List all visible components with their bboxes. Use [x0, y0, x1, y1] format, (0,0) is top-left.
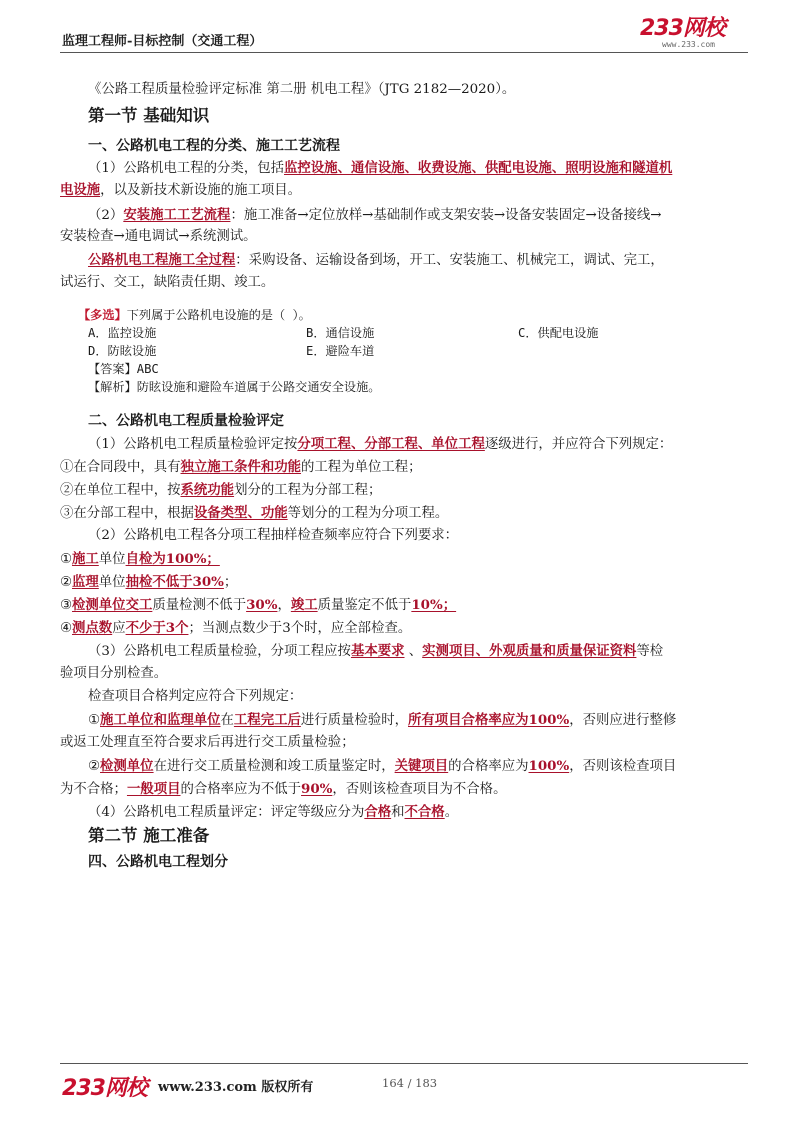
key-term: 90% [301, 781, 333, 797]
key-term: 实测项目、外观质量和质量保证资料 [422, 643, 637, 659]
footer-copyright: www.233.com 版权所有 [158, 1080, 314, 1095]
quiz-analysis: 【解析】防眩设施和避险车道属于公路交通安全设施。 [88, 380, 381, 394]
quiz-option: D．防眩设施 [88, 344, 157, 358]
list-item: ①施工单位自检为100%； [60, 551, 220, 567]
subsection-title: 四、公路机电工程划分 [88, 854, 228, 870]
subsection-title: 二、公路机电工程质量检验评定 [88, 413, 284, 429]
key-term: 工程完工后 [233, 712, 301, 728]
brand-logo[interactable] [640, 18, 748, 52]
key-term: 安装施工工艺流程 [123, 207, 231, 223]
paragraph: （3）公路机电工程质量检验，分项工程应按基本要求 、实测项目、外观质量和质量保证资料等检 [88, 643, 664, 659]
key-term: 合格 [364, 804, 392, 820]
quiz-question: 【多选】下列属于公路机电设施的是（ ）。 [78, 308, 311, 322]
paragraph: （1）公路机电工程的分类，包括监控设施、通信设施、收费设施、供配电设施、照明设施和隧道机 [88, 160, 673, 176]
list-item: ③在分部工程中，根据设备类型、功能等划分的工程为分项工程。 [60, 505, 449, 521]
paragraph: 试运行、交工，缺陷责任期、竣工。 [60, 275, 275, 290]
key-term: 系统功能 [180, 482, 235, 498]
key-term: 抽检不低于30% [125, 574, 224, 590]
paragraph: （4）公路机电工程质量评定：评定等级应分为合格和不合格。 [88, 804, 459, 820]
key-term: 独立施工条件和功能 [180, 459, 302, 475]
key-term: 施工 [72, 551, 99, 567]
intro-text: 《公路工程质量检验评定标准 第二册 机电工程》（JTG 2182—2020）。 [88, 82, 516, 97]
key-term: 不少于3个 [125, 620, 189, 636]
logo-text: 233网校 [640, 16, 725, 41]
paragraph: （2）安装施工工艺流程：施工准备→定位放样→基础制作或支架安装→设备安装固定→设备接线→ [88, 207, 662, 223]
key-term: 设备类型、功能 [193, 505, 288, 521]
list-item: ②检测单位在进行交工质量检测和竣工质量鉴定时，关键项目的合格率应为100%，否则该检查项目 [88, 758, 677, 774]
paragraph: 公路机电工程施工全过程：采购设备、运输设备到场，开工、安装施工、机械完工，调试、完工， [88, 252, 664, 268]
list-item: ④测点数应不少于3个；当测点数少于3个时，应全部检查。 [60, 620, 412, 636]
list-item: ③检测单位交工质量检测不低于30%，竣工质量鉴定不低于10%； [60, 597, 457, 613]
paragraph: 电设施，以及新技术新设施的施工项目。 [60, 182, 302, 198]
key-term: 不合格 [404, 804, 445, 820]
key-term: 监理 [72, 574, 99, 590]
footer-logo[interactable]: 233网校 [62, 1076, 147, 1101]
list-item: ②监理单位抽检不低于30%； [60, 574, 238, 590]
list-item: ①在合同段中，具有独立施工条件和功能的工程为单位工程； [60, 459, 422, 475]
page-number: 164 / 183 [382, 1076, 438, 1090]
key-term: 监控设施、通信设施、收费设施、供配电设施、照明设施和隧道机 [284, 160, 673, 176]
section-title: 第一节 基础知识 [88, 106, 210, 125]
key-term: 分项工程、分部工程、单位工程 [297, 436, 485, 452]
key-term: 检测单位交工 [72, 597, 153, 613]
subsection-title: 一、公路机电工程的分类、施工工艺流程 [88, 138, 340, 154]
key-term: 公路机电工程施工全过程 [88, 252, 236, 268]
footer-divider [60, 1063, 748, 1064]
key-term: 所有项目合格率应为100% [408, 712, 570, 728]
key-term: 测点数 [72, 620, 113, 636]
quiz-tag: 【多选】 [78, 308, 127, 322]
paragraph: （1）公路机电工程质量检验评定按分项工程、分部工程、单位工程逐级进行，并应符合下列规定： [88, 436, 673, 452]
key-term: 施工单位和监理单位 [100, 712, 221, 728]
header-divider [60, 52, 748, 53]
paragraph: （2）公路机电工程各分项工程抽样检查频率应符合下列要求： [88, 528, 459, 543]
paragraph: 为不合格；一般项目的合格率应为不低于90%，否则该检查项目为不合格。 [60, 781, 507, 797]
document-header-title: 监理工程师-目标控制（交通工程） [62, 34, 263, 49]
key-term: 100% [528, 758, 570, 774]
key-term: 30% [246, 597, 278, 613]
logo-url: www.233.com [662, 40, 715, 49]
list-item: ②在单位工程中，按系统功能划分的工程为分部工程； [60, 482, 382, 498]
paragraph: 或返工处理直至符合要求后再进行交工质量检验； [60, 735, 355, 750]
key-term: 竣工 [290, 597, 318, 613]
section-title: 第二节 施工准备 [88, 826, 210, 845]
key-term: 检测单位 [100, 758, 154, 774]
quiz-option: A．监控设施 [88, 326, 157, 340]
paragraph: 安装检查→通电调试→系统测试。 [60, 229, 257, 244]
quiz-option: E．避险车道 [306, 344, 375, 358]
paragraph: 检查项目合格判定应符合下列规定： [88, 689, 303, 704]
key-term: 基本要求 [350, 643, 405, 659]
paragraph: 验项目分别检查。 [60, 666, 168, 681]
quiz-option: B．通信设施 [306, 326, 375, 340]
key-term: 自检为100%； [125, 551, 220, 567]
key-term: 10%； [411, 597, 457, 613]
list-item: ①施工单位和监理单位在工程完工后进行质量检验时，所有项目合格率应为100%，否则应进行整修 [88, 712, 677, 728]
key-term: 电设施 [60, 182, 101, 198]
quiz-option: C．供配电设施 [518, 326, 599, 340]
key-term: 关键项目 [394, 758, 449, 774]
key-term: 一般项目 [126, 781, 181, 797]
quiz-answer: 【答案】ABC [88, 362, 159, 376]
